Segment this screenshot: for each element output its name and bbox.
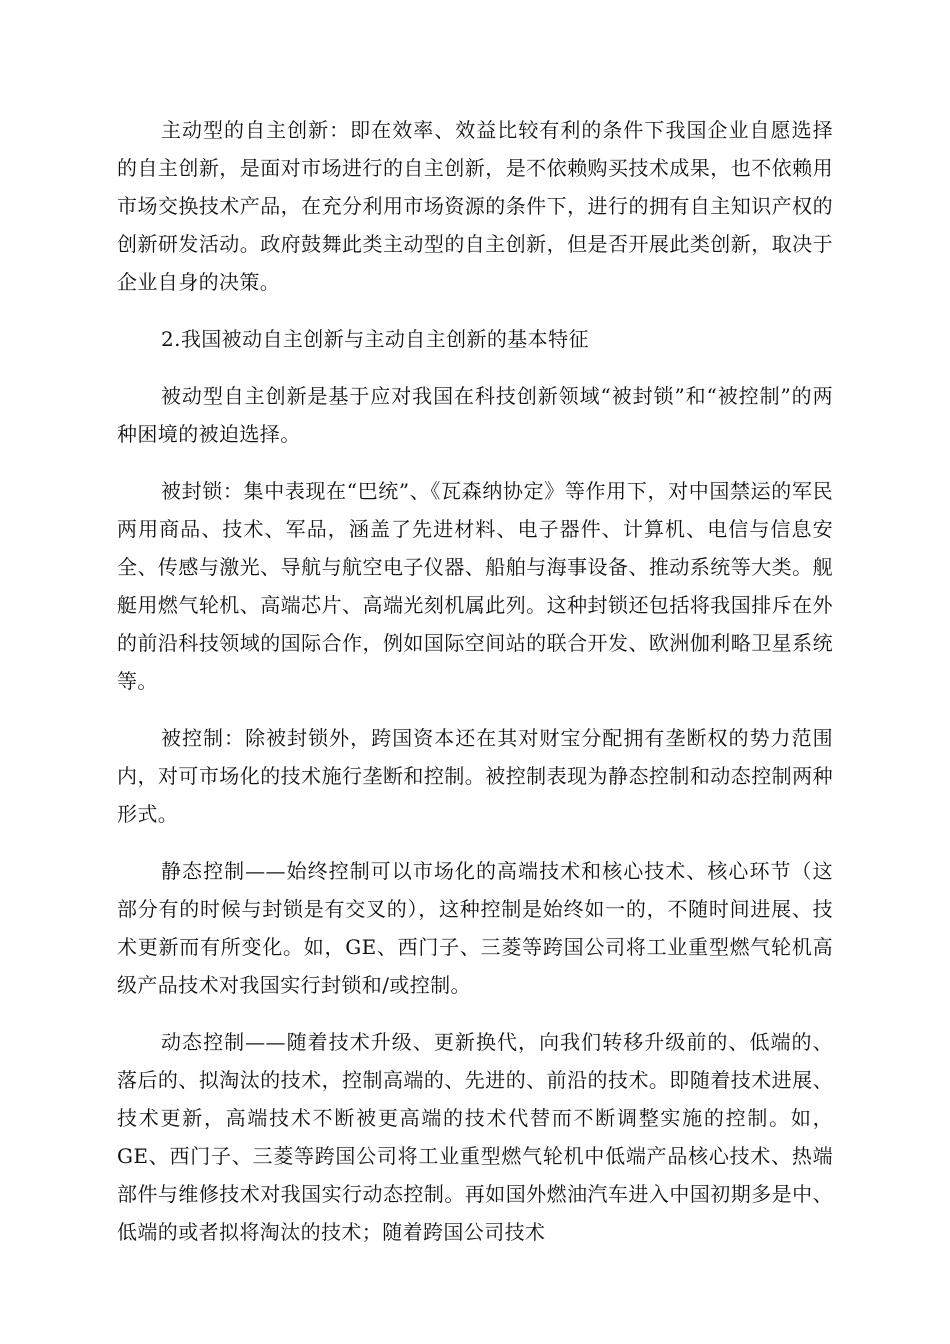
document-page: [117, 111, 833, 1251]
paragraph-passive-innovation: 被动型自主创新是基于应对我国在科技创新领域“被封锁”和“被控制”的两种困境的被迫选择。: [117, 384, 833, 446]
paragraph-controlled: 被控制：除被封锁外，跨国资本还在其对财宝分配拥有垄断权的势力范围内，对可市场化的技术施行垄断和控制。被控制表现为静态控制和动态控制两种形式。: [117, 726, 833, 826]
section-heading: 2.我国被动自主创新与主动自主创新的基本特征: [161, 327, 589, 351]
paragraph-active-innovation: 主动型的自主创新：即在效率、效益比较有利的条件下我国企业自愿选择的自主创新，是面对市场进行的自主创新，是不依赖购买技术成果，也不依赖用市场交换技术产品，在充分利用市场资源的条件下，进行的拥有自主知识产权的创新研发活动。政府鼓舞此类主动型的自主创新，但是否开展此类创新，取决于企业自身的决策。: [117, 118, 833, 294]
paragraph-dynamic-control: 动态控制——随着技术升级、更新换代，向我们转移升级前的、低端的、落后的、拟淘汰的技术，控制高端的、先进的、前沿的技术。即随着技术进展、技术更新，高端技术不断被更高端的技术代替而不断调整实施的控制。如，GE、西门子、三菱等跨国公司将工业重型燃气轮机中低端产品核心技术、热端部件与维修技术对我国实行动态控制。再如国外燃油汽车进入中国初期多是中、低端的或者拟将淘汰的技术；随着跨国公司技术: [117, 1030, 833, 1244]
paragraph-blockade: 被封锁：集中表现在“巴统”、《瓦森纳协定》等作用下，对中国禁运的军民两用商品、技术、军品，涵盖了先进材料、电子器件、计算机、电信与信息安全、传感与激光、导航与航空电子仪器、船舶与海事设备、推动系统等大类。舰艇用燃气轮机、高端芯片、高端光刻机属此列。这种封锁还包括将我国排斥在外的前沿科技领域的国际合作，例如国际空间站的联合开发、欧洲伽利略卫星系统等。: [117, 479, 833, 693]
paragraph-static-control: 静态控制——始终控制可以市场化的高端技术和核心技术、核心环节（这部分有的时候与封锁是有交叉的），这种控制是始终如一的，不随时间进展、技术更新而有所变化。如，GE、西门子、三菱等跨国公司将工业重型燃气轮机高级产品技术对我国实行封锁和/或控制。: [117, 859, 833, 997]
